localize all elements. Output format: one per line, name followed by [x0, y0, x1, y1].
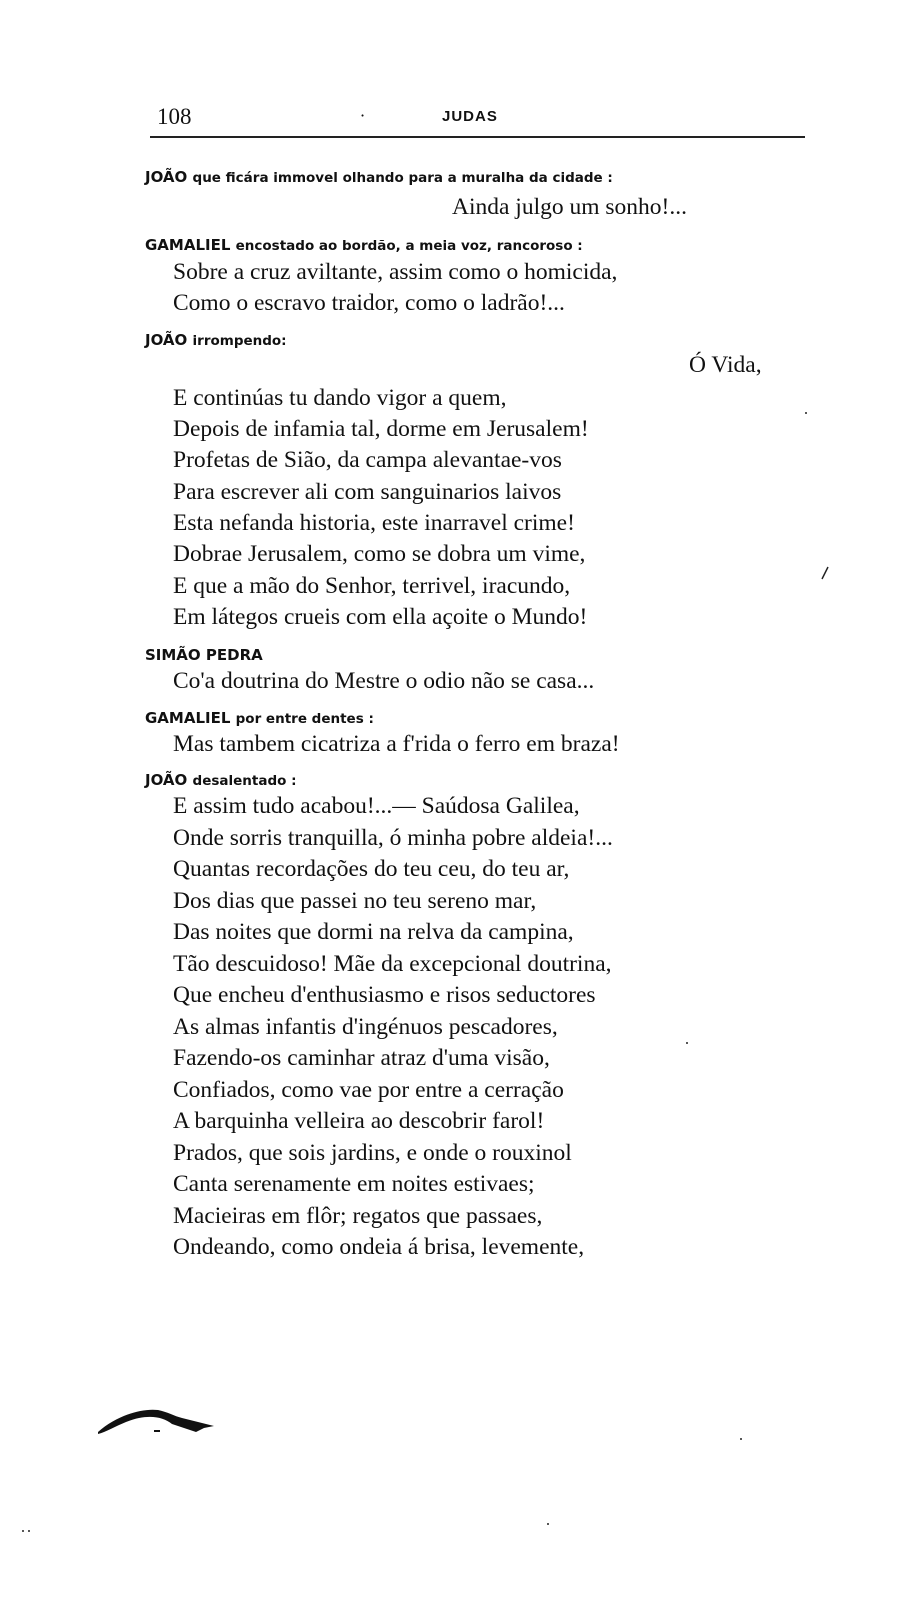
ornament-icon — [96, 1402, 221, 1438]
header-dot: · — [360, 106, 366, 125]
speaker-name: GAMALIEL — [145, 709, 231, 727]
verse-line: E que a mão do Senhor, terrivel, iracundo, — [173, 573, 571, 599]
verse-line: Em látegos crueis com ella açoite o Mundo! — [173, 604, 588, 630]
verse-line: Dos dias que passei no teu sereno mar, — [173, 888, 537, 914]
stage-direction: por entre dentes : — [235, 711, 374, 727]
verse-line: Sobre a cruz aviltante, assim como o homicida, — [173, 259, 618, 285]
speaker-name: GAMALIEL — [145, 236, 231, 254]
running-title: JUDAS — [442, 108, 498, 125]
verse-line: Profetas de Sião, da campa alevantae-vos — [173, 447, 562, 473]
page-number: 108 — [157, 104, 192, 129]
verse-line: Mas tambem cicatriza a f'rida o ferro em braza! — [173, 731, 620, 757]
verse-line: Co'a doutrina do Mestre o odio não se casa... — [173, 668, 595, 694]
verse-line: Esta nefanda historia, este inarravel crime! — [173, 510, 575, 536]
verse-line: Prados, que sois jardins, e onde o rouxinol — [173, 1140, 572, 1166]
scan-speck — [28, 1530, 30, 1532]
stage-direction: encostado ao bordão, a meia voz, rancoroso : — [235, 238, 583, 254]
verse-line: Dobrae Jerusalem, como se dobra um vime, — [173, 541, 586, 567]
verse-line: Onde sorris tranquilla, ó minha pobre aldeia!... — [173, 825, 613, 851]
scan-speck — [740, 1438, 742, 1440]
verse-line: Fazendo-os caminhar atraz d'uma visão, — [173, 1045, 550, 1071]
verse-line: Das noites que dormi na relva da campina, — [173, 919, 574, 945]
scan-speck — [686, 1042, 688, 1044]
verse-line: E continúas tu dando vigor a quem, — [173, 385, 507, 411]
verse-line: Confiados, como vae por entre a cerração — [173, 1077, 564, 1103]
speaker-line — [145, 709, 374, 727]
verse-line: Como o escravo traidor, como o ladrão!... — [173, 290, 565, 316]
speaker-line — [145, 168, 613, 186]
verse-line: Que encheu d'enthusiasmo e risos seductores — [173, 982, 596, 1008]
verse-line: E assim tudo acabou!...— Saúdosa Galilea, — [173, 793, 580, 819]
speaker-line — [145, 646, 263, 664]
verse-line: Quantas recordações do teu ceu, do teu ar, — [173, 856, 570, 882]
scan-mark — [820, 566, 830, 580]
speaker-name: JOÃO — [145, 771, 188, 789]
speaker-line — [145, 771, 297, 789]
speaker-name: JOÃO — [145, 168, 188, 186]
verse-line: Para escrever ali com sanguinarios laivos — [173, 479, 562, 505]
verse-line: Ainda julgo um sonho!... — [452, 194, 687, 220]
scan-speck — [22, 1530, 24, 1532]
verse-line: Ó Vida, — [689, 352, 762, 378]
verse-line: Tão descuidoso! Mãe da excepcional doutrina, — [173, 951, 612, 977]
verse-line: As almas infantis d'ingénuos pescadores, — [173, 1014, 558, 1040]
speaker-line — [145, 331, 287, 349]
speaker-name: JOÃO — [145, 331, 188, 349]
stage-direction: que ficára immovel olhando para a muralha da cidade : — [192, 170, 613, 186]
scan-speck — [805, 412, 807, 414]
stage-direction: irrompendo: — [192, 333, 287, 349]
verse-line: Ondeando, como ondeia á brisa, levemente, — [173, 1234, 585, 1260]
stage-direction: desalentado : — [192, 773, 297, 789]
scan-speck — [547, 1523, 549, 1525]
verse-line: Macieiras em flôr; regatos que passaes, — [173, 1203, 543, 1229]
speaker-name: SIMÃO PEDRA — [145, 646, 263, 664]
verse-line: A barquinha velleira ao descobrir farol! — [173, 1108, 545, 1134]
header-rule — [150, 136, 805, 138]
speaker-line — [145, 236, 583, 254]
verse-line: Depois de infamia tal, dorme em Jerusalem! — [173, 416, 589, 442]
verse-line: Canta serenamente em noites estivaes; — [173, 1171, 535, 1197]
